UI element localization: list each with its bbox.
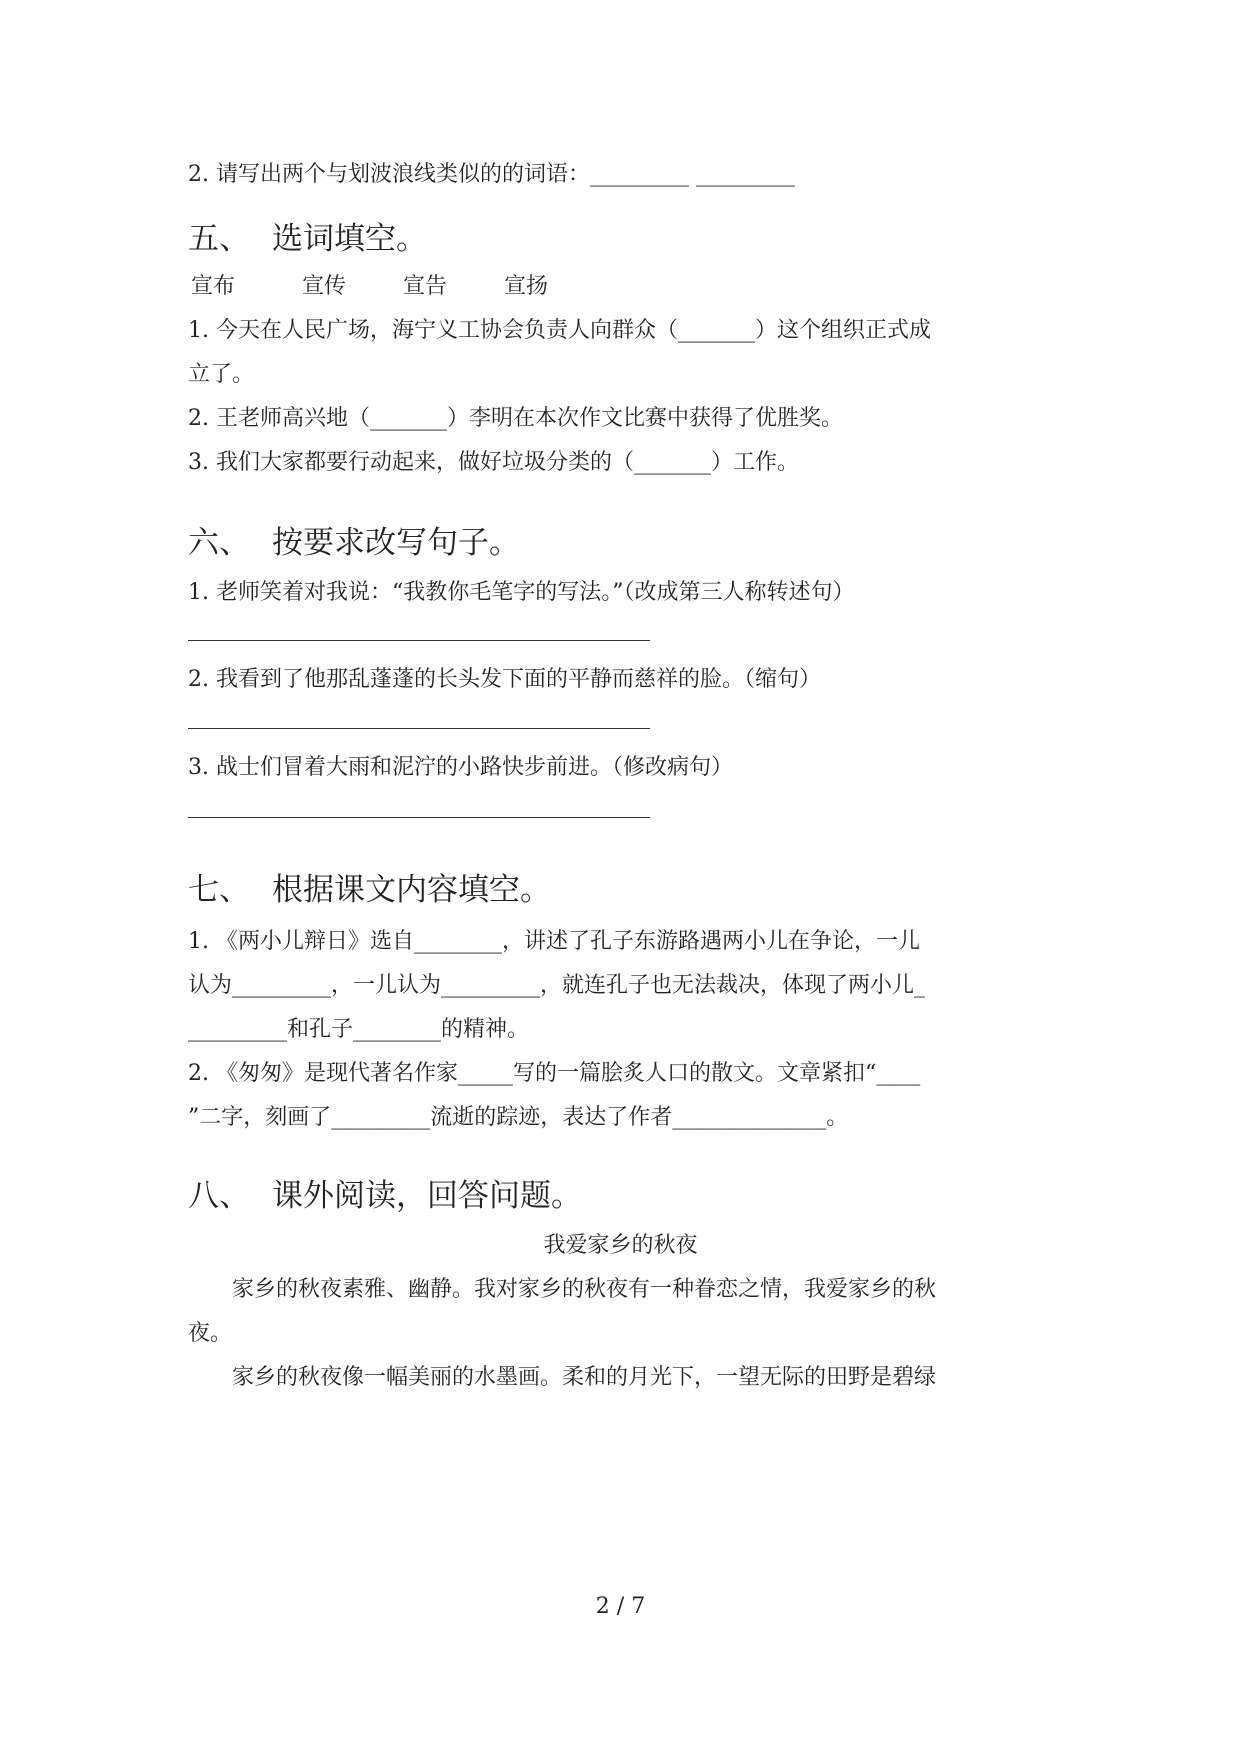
- passage-paragraph-2-line1: 家乡的秋夜像一幅美丽的水墨画。柔和的月光下，一望无际的田野是碧绿: [232, 1365, 937, 1390]
- question-5-2: 2. 王老师高兴地（_______）李明在本次作文比赛中获得了优胜奖。: [188, 406, 843, 431]
- section-5-heading: [188, 219, 427, 259]
- question-7-1-line3: _________和孔子________的精神。: [188, 1017, 530, 1042]
- question-4-2: 2. 请写出两个与划波浪线类似的的词语：_________ _________: [188, 162, 795, 187]
- question-7-2-line2: ”二字，刻画了_________流逝的踪迹，表达了作者______________。: [188, 1105, 849, 1130]
- section-8-number: 八、: [188, 1178, 250, 1214]
- section-8-heading: [188, 1176, 582, 1216]
- word-option-2: 宣传: [302, 274, 347, 299]
- passage-title: 我爱家乡的秋夜: [543, 1233, 698, 1258]
- question-7-1-line2: 认为_________，一儿认为_________，就连孔子也无法裁决，体现了两小儿_: [188, 973, 926, 998]
- section-7-heading: [188, 870, 551, 910]
- answer-line-6-1[interactable]: [188, 640, 650, 641]
- section-6-heading: [188, 523, 520, 563]
- section-8-title: 课外阅读，回答问题。: [272, 1178, 582, 1214]
- word-option-3: 宣告: [403, 274, 448, 299]
- section-5-title: 选词填空。: [272, 221, 427, 257]
- word-option-1: 宣布: [191, 274, 236, 299]
- question-7-1-line1: 1. 《两小儿辩日》选自________，讲述了孔子东游路遇两小儿在争论，一儿: [188, 929, 920, 954]
- answer-line-6-2[interactable]: [188, 728, 650, 729]
- section-7-number: 七、: [188, 872, 250, 908]
- question-7-2-line1: 2. 《匆匆》是现代著名作家_____写的一篇脍炙人口的散文。文章紧扣“____: [188, 1061, 921, 1086]
- section-6-title: 按要求改写句子。: [272, 525, 520, 561]
- section-6-number: 六、: [188, 525, 250, 561]
- page-number: 2 / 7: [595, 1594, 646, 1619]
- passage-paragraph-1-line1: 家乡的秋夜素雅、幽静。我对家乡的秋夜有一种眷恋之情，我爱家乡的秋: [232, 1277, 937, 1302]
- answer-line-6-3[interactable]: [188, 817, 650, 818]
- question-6-2: 2. 我看到了他那乱蓬蓬的长头发下面的平静而慈祥的脸。（缩句）: [188, 667, 821, 692]
- question-5-1-line1: 1. 今天在人民广场，海宁义工协会负责人向群众（_______）这个组织正式成: [188, 318, 931, 343]
- section-7-title: 根据课文内容填空。: [272, 872, 551, 908]
- passage-paragraph-1-line2: 夜。: [188, 1321, 233, 1346]
- section-5-number: 五、: [188, 221, 250, 257]
- question-6-1: 1. 老师笑着对我说：“我教你毛笔字的写法。”（改成第三人称转述句）: [188, 580, 855, 605]
- question-5-3: 3. 我们大家都要行动起来，做好垃圾分类的（_______）工作。: [188, 450, 799, 475]
- word-option-4: 宣扬: [504, 274, 549, 299]
- question-6-3: 3. 战士们冒着大雨和泥泞的小路快步前进。（修改病句）: [188, 755, 733, 780]
- question-5-1-line2: 立了。: [188, 362, 255, 387]
